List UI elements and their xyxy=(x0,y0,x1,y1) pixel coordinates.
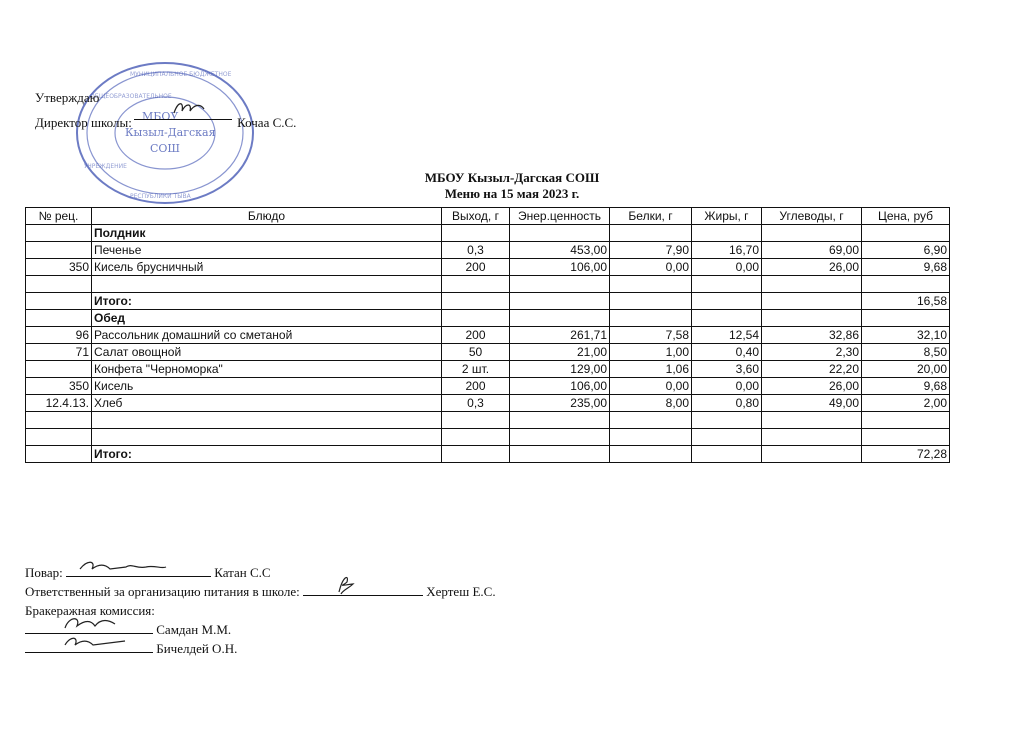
responsible-name: Хертеш Е.С. xyxy=(426,584,496,599)
cook-signature-line xyxy=(66,563,211,577)
cell-carb: 49,00 xyxy=(762,395,862,412)
svg-text:МУНИЦИПАЛЬНОЕ БЮДЖЕТНОЕ: МУНИЦИПАЛЬНОЕ БЮДЖЕТНОЕ xyxy=(130,71,232,78)
table-row xyxy=(26,361,950,378)
svg-text:РЕСПУБЛИКИ ТЫВА: РЕСПУБЛИКИ ТЫВА xyxy=(130,193,191,200)
table-row xyxy=(26,429,950,446)
cell-dish: Обед xyxy=(92,310,442,327)
cell-fat: 0,40 xyxy=(692,344,762,361)
signatures-block xyxy=(25,563,496,658)
table-row xyxy=(26,344,950,361)
director-signature-line xyxy=(134,107,232,120)
table-row xyxy=(26,293,950,310)
cell-carb xyxy=(762,412,862,429)
cell-price: 8,50 xyxy=(862,344,950,361)
table-row xyxy=(26,395,950,412)
cell-price: 32,10 xyxy=(862,327,950,344)
cell-prot: 1,06 xyxy=(610,361,692,378)
cell-fat xyxy=(692,429,762,446)
cell-out: 2 шт. xyxy=(442,361,510,378)
cell-energy: 21,00 xyxy=(510,344,610,361)
cook-line xyxy=(25,563,496,582)
cell-rec xyxy=(26,310,92,327)
cell-rec xyxy=(26,412,92,429)
column-header: Блюдо xyxy=(92,208,442,225)
cell-price: 6,90 xyxy=(862,242,950,259)
cell-rec: 96 xyxy=(26,327,92,344)
cell-fat: 0,00 xyxy=(692,259,762,276)
column-header: Выход, г xyxy=(442,208,510,225)
cell-price xyxy=(862,429,950,446)
responsible-label: Ответственный за организацию питания в школе: xyxy=(25,584,300,599)
cell-energy xyxy=(510,412,610,429)
cell-energy: 261,71 xyxy=(510,327,610,344)
cell-dish: Полдник xyxy=(92,225,442,242)
member2-signature-line xyxy=(25,639,153,653)
cook-label: Повар: xyxy=(25,565,63,580)
cell-dish: Салат овощной xyxy=(92,344,442,361)
document-header xyxy=(0,170,1024,202)
member2-line xyxy=(25,639,496,658)
cell-out: 200 xyxy=(442,378,510,395)
cell-prot xyxy=(610,293,692,310)
cell-energy xyxy=(510,310,610,327)
cell-out xyxy=(442,225,510,242)
cell-energy xyxy=(510,293,610,310)
member1-name: Самдан М.М. xyxy=(156,622,232,637)
cell-dish xyxy=(92,276,442,293)
cell-out xyxy=(442,446,510,463)
cell-rec xyxy=(26,242,92,259)
cell-fat xyxy=(692,276,762,293)
cell-dish: Конфета "Черноморка" xyxy=(92,361,442,378)
column-header: Жиры, г xyxy=(692,208,762,225)
cell-price: 16,58 xyxy=(862,293,950,310)
cell-dish: Итого: xyxy=(92,446,442,463)
cell-energy: 106,00 xyxy=(510,259,610,276)
cell-carb: 2,30 xyxy=(762,344,862,361)
cell-energy xyxy=(510,429,610,446)
cell-rec xyxy=(26,225,92,242)
table-row xyxy=(26,225,950,242)
cell-out: 0,3 xyxy=(442,395,510,412)
cell-rec: 350 xyxy=(26,259,92,276)
menu-table xyxy=(25,207,950,463)
cell-fat xyxy=(692,412,762,429)
cell-out xyxy=(442,429,510,446)
cell-fat xyxy=(692,446,762,463)
cell-dish: Кисель xyxy=(92,378,442,395)
cell-carb: 26,00 xyxy=(762,259,862,276)
school-title: МБОУ Кызыл-Дагская СОШ xyxy=(424,170,600,185)
cell-price: 9,68 xyxy=(862,378,950,395)
cell-fat xyxy=(692,293,762,310)
cell-out xyxy=(442,276,510,293)
cell-fat xyxy=(692,225,762,242)
cell-energy: 129,00 xyxy=(510,361,610,378)
cell-out: 50 xyxy=(442,344,510,361)
cell-prot: 1,00 xyxy=(610,344,692,361)
cell-carb: 26,00 xyxy=(762,378,862,395)
cell-fat: 12,54 xyxy=(692,327,762,344)
cell-prot: 8,00 xyxy=(610,395,692,412)
cell-prot xyxy=(610,276,692,293)
cell-energy xyxy=(510,225,610,242)
cell-rec xyxy=(26,429,92,446)
cell-dish: Хлеб xyxy=(92,395,442,412)
svg-text:МБОУ: МБОУ xyxy=(142,110,179,123)
cell-fat: 16,70 xyxy=(692,242,762,259)
commission-label: Бракеражная комиссия: xyxy=(25,603,155,618)
cell-price: 9,68 xyxy=(862,259,950,276)
cell-price xyxy=(862,310,950,327)
cook-name: Катан С.С xyxy=(214,565,271,580)
table-header-row xyxy=(26,208,950,225)
table-row xyxy=(26,412,950,429)
cell-out: 200 xyxy=(442,327,510,344)
cell-price xyxy=(862,412,950,429)
cell-price: 72,28 xyxy=(862,446,950,463)
cell-carb xyxy=(762,429,862,446)
director-name: Кочаа С.С. xyxy=(237,115,297,130)
cell-price xyxy=(862,225,950,242)
cell-carb xyxy=(762,293,862,310)
cell-out: 200 xyxy=(442,259,510,276)
table-row xyxy=(26,276,950,293)
cell-price: 2,00 xyxy=(862,395,950,412)
cell-carb xyxy=(762,446,862,463)
cell-energy: 453,00 xyxy=(510,242,610,259)
cell-fat: 0,00 xyxy=(692,378,762,395)
cell-prot xyxy=(610,429,692,446)
cell-out xyxy=(442,412,510,429)
menu-date-title: Меню на 15 мая 2023 г. xyxy=(444,186,580,201)
cell-out: 0,3 xyxy=(442,242,510,259)
table-row xyxy=(26,446,950,463)
cell-rec xyxy=(26,293,92,310)
cell-prot xyxy=(610,310,692,327)
approval-title: Утверждаю xyxy=(35,90,100,105)
cell-carb xyxy=(762,276,862,293)
cell-prot xyxy=(610,446,692,463)
member1-signature-line xyxy=(25,620,153,634)
cell-fat: 0,80 xyxy=(692,395,762,412)
cell-prot: 7,90 xyxy=(610,242,692,259)
cell-out xyxy=(442,293,510,310)
cell-energy: 106,00 xyxy=(510,378,610,395)
svg-text:СОШ: СОШ xyxy=(150,142,180,155)
responsible-signature-line xyxy=(303,582,423,596)
cell-carb xyxy=(762,225,862,242)
director-label: Директор школы: xyxy=(35,115,132,130)
cell-carb xyxy=(762,310,862,327)
cell-fat xyxy=(692,310,762,327)
cell-dish: Рассольник домашний со сметаной xyxy=(92,327,442,344)
cell-rec xyxy=(26,361,92,378)
svg-text:Кызыл-Дагская: Кызыл-Дагская xyxy=(125,126,216,139)
cell-prot xyxy=(610,225,692,242)
table-row xyxy=(26,242,950,259)
svg-text:УЧРЕЖДЕНИЕ: УЧРЕЖДЕНИЕ xyxy=(84,163,127,170)
cell-rec xyxy=(26,446,92,463)
column-header: Белки, г xyxy=(610,208,692,225)
cell-dish: Печенье xyxy=(92,242,442,259)
table-row xyxy=(26,378,950,395)
approval-block xyxy=(35,89,296,132)
column-header: Углеводы, г xyxy=(762,208,862,225)
column-header: Энер.ценность xyxy=(510,208,610,225)
cell-out xyxy=(442,310,510,327)
cell-prot: 7,58 xyxy=(610,327,692,344)
cell-price xyxy=(862,276,950,293)
director-line xyxy=(35,107,296,132)
cell-carb: 32,86 xyxy=(762,327,862,344)
cell-prot xyxy=(610,412,692,429)
cell-rec: 12.4.13. xyxy=(26,395,92,412)
cell-dish xyxy=(92,429,442,446)
cell-energy: 235,00 xyxy=(510,395,610,412)
column-header: Цена, руб xyxy=(862,208,950,225)
cell-rec: 350 xyxy=(26,378,92,395)
cell-energy xyxy=(510,446,610,463)
svg-text:ОБЩЕОБРАЗОВАТЕЛЬНОЕ: ОБЩЕОБРАЗОВАТЕЛЬНОЕ xyxy=(90,93,172,100)
cell-energy xyxy=(510,276,610,293)
table-row xyxy=(26,259,950,276)
table-row xyxy=(26,310,950,327)
cell-dish: Итого: xyxy=(92,293,442,310)
cell-prot: 0,00 xyxy=(610,378,692,395)
column-header: № рец. xyxy=(26,208,92,225)
cell-dish xyxy=(92,412,442,429)
table-row xyxy=(26,327,950,344)
responsible-line xyxy=(25,582,496,601)
cell-carb: 22,20 xyxy=(762,361,862,378)
cell-prot: 0,00 xyxy=(610,259,692,276)
cell-price: 20,00 xyxy=(862,361,950,378)
cell-carb: 69,00 xyxy=(762,242,862,259)
member2-name: Бичелдей О.Н. xyxy=(156,641,238,656)
cell-rec: 71 xyxy=(26,344,92,361)
cell-rec xyxy=(26,276,92,293)
cell-dish: Кисель брусничный xyxy=(92,259,442,276)
cell-fat: 3,60 xyxy=(692,361,762,378)
